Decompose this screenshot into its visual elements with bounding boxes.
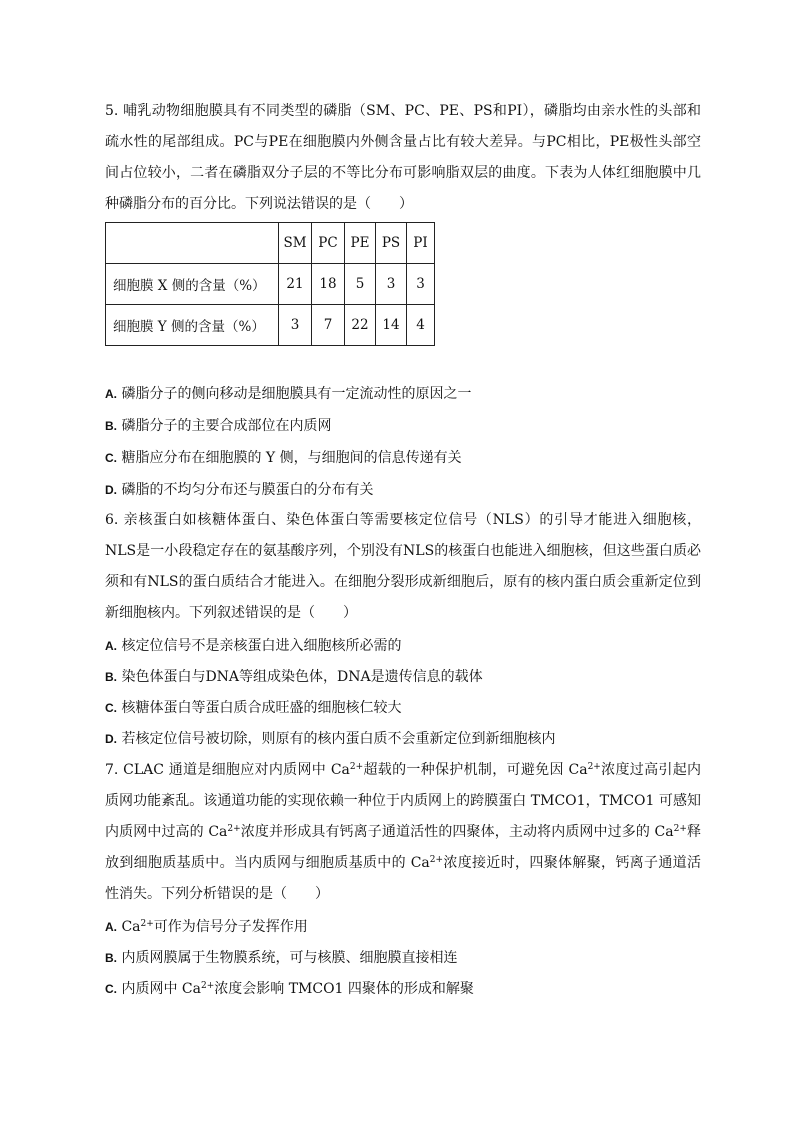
- question-7-stem: 7. CLAC 通道是细胞应对内质网中 $Ca^{2+}$超载的一种保护机制，可避免因 $Ca^{2+}$浓度过高引起内质网功能紊乱。该通道功能的实现依赖一种位于内质网上的跨膜蛋白 TMCO1，TMCO1 可感知内质网中过高的 $Ca^{2+}$浓度并形成具有钙离子通道活性的四聚体，主动将内质网中过多的 $Ca^{2+}$释放到细胞质基质中。当内质网与细胞质基质中的 $Ca^{2+}$浓度接近时，四聚体解聚，钙离子通道活性消失。下列分析错误的是（ ）: [105, 762, 702, 902]
- q7-option-a[interactable]: A. $Ca^{2+}$可作为信号分子发挥作用: [105, 919, 308, 935]
- table-cell: 21: [279, 264, 312, 305]
- table-cell: 18: [312, 264, 345, 305]
- question-6-stem: 6. 亲核蛋白如核糖体蛋白、染色体蛋白等需要核定位信号（NLS）的引导才能进入细胞核，NLS是一小段稳定存在的氨基酸序列，个别没有NLS的核蛋白也能进入细胞核，但这些蛋白质必须和有NLS的蛋白质结合才能进入。在细胞分裂形成新细胞后，原有的核内蛋白质会重新定位到新细胞核内。下列叙述错误的是（ ）: [105, 512, 701, 621]
- table-header-cell: SM: [279, 223, 312, 264]
- q5-option-c[interactable]: C. 糖脂应分布在细胞膜的 Y 侧，与细胞间的信息传递有关: [105, 450, 462, 466]
- table-cell: 7: [312, 305, 345, 346]
- q6-option-d[interactable]: D. 若核定位信号被切除，则原有的核内蛋白质不会重新定位到新细胞核内: [105, 731, 556, 747]
- phospholipid-distribution-table: [105, 222, 435, 346]
- table-header-cell: PI: [407, 223, 435, 264]
- table-header-cell: PC: [312, 223, 345, 264]
- q7-option-b[interactable]: B. 内质网膜属于生物膜系统，可与核膜、细胞膜直接相连: [105, 950, 458, 966]
- table-row-label: 细胞膜 Y 侧的含量（%）: [106, 305, 279, 346]
- q7-option-c[interactable]: C. 内质网中 $Ca^{2+}$浓度会影响 TMCO1 四聚体的形成和解聚: [105, 981, 474, 997]
- table-header-row: [106, 223, 435, 264]
- table-row-label: 细胞膜 X 侧的含量（%）: [106, 264, 279, 305]
- table-header-cell: PE: [345, 223, 376, 264]
- q6-option-c[interactable]: C. 核糖体蛋白等蛋白质合成旺盛的细胞核仁较大: [105, 700, 402, 716]
- table-cell: 14: [376, 305, 407, 346]
- table-cell: 3: [279, 305, 312, 346]
- q5-option-a[interactable]: A. 磷脂分子的侧向移动是细胞膜具有一定流动性的原因之一: [105, 386, 472, 402]
- q6-option-b[interactable]: B. 染色体蛋白与DNA等组成染色体，DNA是遗传信息的载体: [105, 669, 483, 685]
- q5-option-b[interactable]: B. 磷脂分子的主要合成部位在内质网: [105, 418, 332, 434]
- question-5-stem: 5. 哺乳动物细胞膜具有不同类型的磷脂（SM、PC、PE、PS和PI），磷脂均由亲水性的头部和疏水性的尾部组成。PC与PE在细胞膜内外侧含量占比有较大差异。与PC相比，PE极性头部空间占位较小，二者在磷脂双分子层的不等比分布可影响脂双层的曲度。下表为人体红细胞膜中几种磷脂分布的百分比。下列说法错误的是（ ）: [105, 103, 701, 212]
- table-row: [106, 305, 435, 346]
- table-corner-cell: [106, 223, 279, 264]
- table-row: [106, 264, 435, 305]
- table-cell: 3: [376, 264, 407, 305]
- table-cell: 3: [407, 264, 435, 305]
- table-cell: 5: [345, 264, 376, 305]
- table-cell: 4: [407, 305, 435, 346]
- table-cell: 22: [345, 305, 376, 346]
- table-header-cell: PS: [376, 223, 407, 264]
- q5-option-d[interactable]: D. 磷脂的不均匀分布还与膜蛋白的分布有关: [105, 482, 374, 498]
- q6-option-a[interactable]: A. 核定位信号不是亲核蛋白进入细胞核所必需的: [105, 638, 402, 654]
